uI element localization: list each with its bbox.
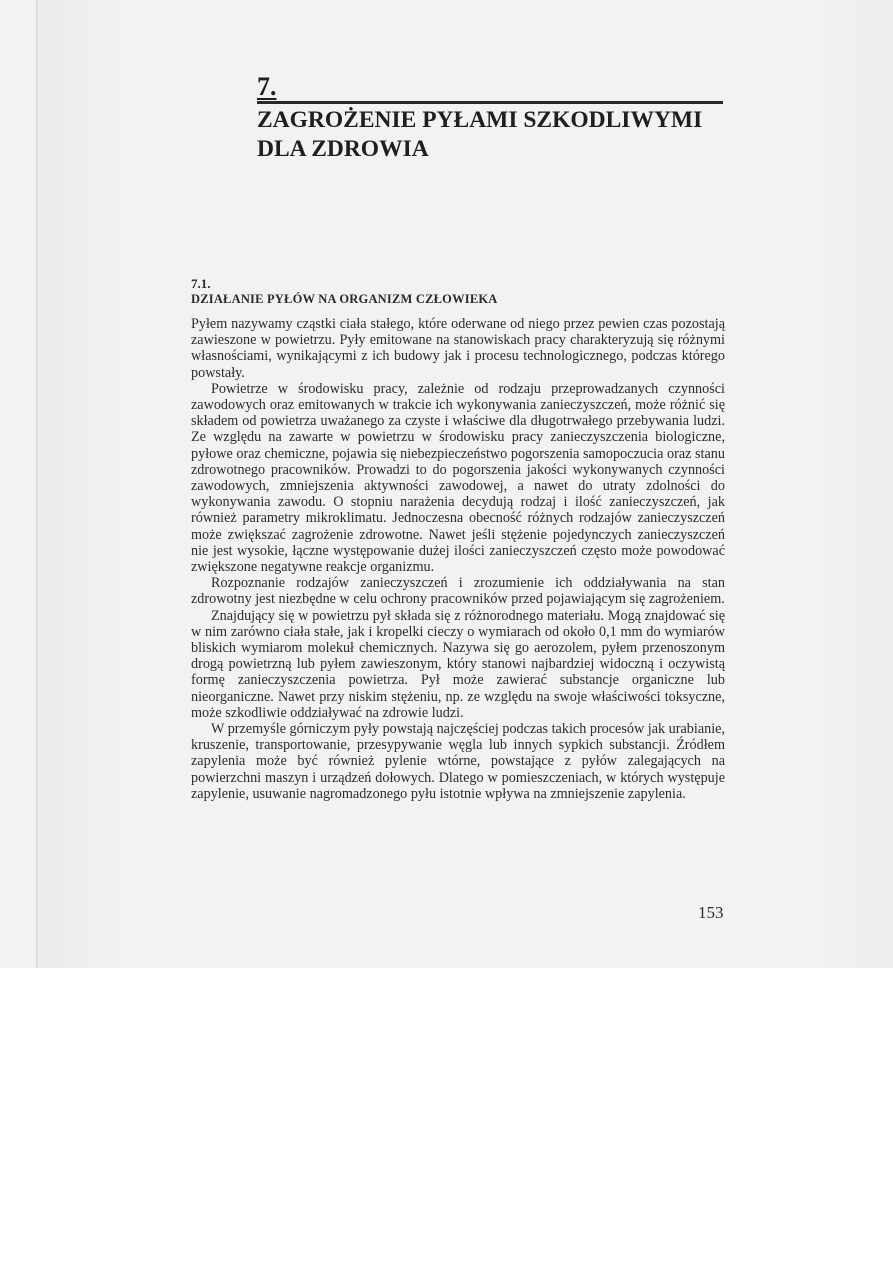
page-number: 153 xyxy=(698,903,724,922)
section-number: 7.1. xyxy=(191,276,211,291)
body-text xyxy=(191,316,725,802)
paragraph: W przemyśle górniczym pyły powstają najczęściej podczas takich procesów jak urabianie, kruszenie, transportowanie, przesypywanie węgla lub innych sypkich substancji. Źródłem zapylenia może być również pylenie wtórne, powstające z pyłów zalegających na powierzchni maszyn i urządzeń dołowych. Dlatego w pomieszczeniach, w których występuje zapylenie, usuwanie nagromadzonego pyłu istotnie wpływa na zmniejszenie zapylenia. xyxy=(191,721,725,802)
paragraph: Pyłem nazywamy cząstki ciała stałego, które oderwane od niego przez pewien czas pozostają zawieszone w powietrzu. Pyły emitowane na stanowiskach pracy charakteryzują się różnymi własnościami, wynikającymi z ich budowy jak i procesu technologicznego, podczas którego powstały. xyxy=(191,316,725,381)
chapter-number: 7. xyxy=(257,72,277,101)
scan-right-shadow xyxy=(795,0,893,968)
paragraph: Znajdujący się w powietrzu pył składa się z różnorodnego materiału. Mogą znajdować się w nim zarówno ciała stałe, jak i kropelki cieczy o wymiarach od około 0,1 mm do wymiarów bliskich wymiarom molekuł chemicznych. Nazywa się go aerozolem, pyłem przenoszonym drogą powietrzną lub pyłem zawieszonym, który stanowi najbardziej widoczną i oczywistą formę zanieczyszczenia powietrza. Pył może zawierać substancje organiczne lub nieorganiczne. Nawet przy niskim stężeniu, np. ze względu na swoje właściwości toksyczne, może szkodliwie oddziaływać na zdrowie ludzi. xyxy=(191,607,725,721)
chapter-title-rule xyxy=(257,101,723,104)
paragraph: Powietrze w środowisku pracy, zależnie od rodzaju przeprowadzanych czynności zawodowych oraz emitowanych w trakcie ich wykonywania zanieczyszczeń, może różnić się składem od powietrza uważanego za czyste i właściwe dla długotrwałego przebywania ludzi. Ze względu na zawarte w powietrzu w środowisku pracy zanieczyszczenia biologiczne, pyłowe oraz chemiczne, pojawia się niebezpieczeństwo pogorszenia samopoczucia oraz stanu zdrowotnego pracowników. Prowadzi to do pogorszenia jakości wykonywanych czynności zawodowych, zmniejszenia aktywności zawodowej, a nawet do utraty zdolności do wykonywania zawodu. O stopniu narażenia decydują rodzaj i ilość zanieczyszczeń, jak również parametry mikroklimatu. Jednoczesna obecność różnych rodzajów zanieczyszczeń może zwiększać zagrożenie zdrowotne. Nawet jeśli stężenie pojedynczych zanieczyszczeń nie jest wysokie, łączne występowanie dużej ilości zanieczyszczeń często może powodować zwiększone negatywne reakcje organizmu. xyxy=(191,380,725,576)
paragraph: Rozpoznanie rodzajów zanieczyszczeń i zrozumienie ich oddziaływania na stan zdrowotny jest niezbędne w celu ochrony pracowników przed pojawiającym się zagrożeniem. xyxy=(191,575,725,608)
scan-left-shadow xyxy=(38,0,128,968)
section-title: DZIAŁANIE PYŁÓW NA ORGANIZM CZŁOWIEKA xyxy=(191,292,498,306)
chapter-title: ZAGROŻENIE PYŁAMI SZKODLIWYMI DLA ZDROWIA xyxy=(257,107,703,162)
